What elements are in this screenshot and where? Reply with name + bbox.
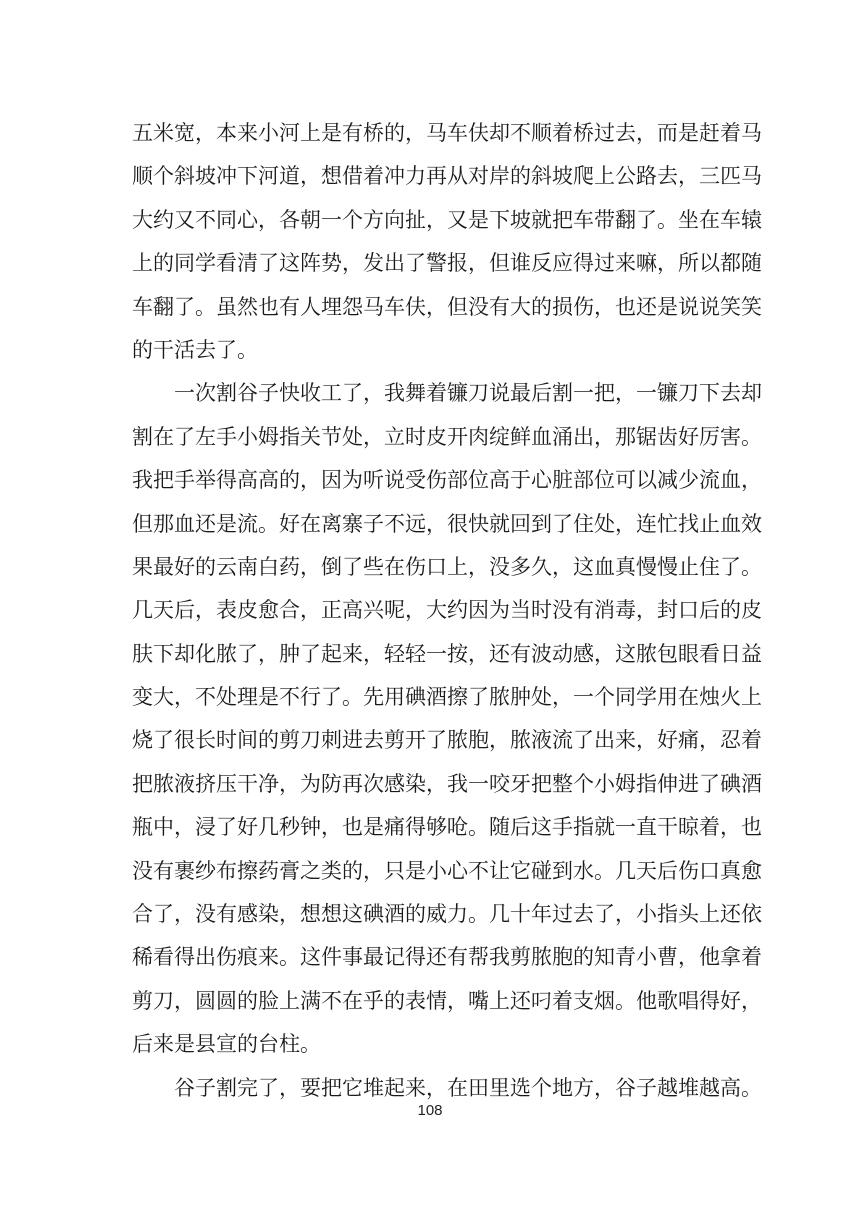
paragraph-start-line: 一次割谷子快收工了，我舞着镰刀说最后割一把，一镰刀下去却 (174, 381, 762, 406)
text-line: 瓶中，浸了好几秒钟，也是痛得够呛。随后这手指就一直干晾着，也 (132, 815, 762, 840)
text-line: 果最好的云南白药，倒了些在伤口上，没多久，这血真慢慢止住了。 (132, 554, 762, 579)
text-line: 我把手举得高高的，因为听说受伤部位高于心脏部位可以减少流血， (132, 468, 762, 493)
text-line: 剪刀，圆圆的脸上满不在乎的表情，嘴上还叼着支烟。他歌唱得好， (132, 988, 762, 1013)
text-line: 五米宽，本来小河上是有桥的，马车伕却不顺着桥过去，而是赶着马 (132, 121, 762, 145)
text-line: 合了，没有感染，想想这碘酒的威力。几十年过去了，小指头上还依 (132, 902, 762, 927)
text-line: 车翻了。虽然也有人埋怨马车伕，但没有大的损伤，也还是说说笑笑 (132, 294, 762, 319)
body-text (132, 112, 762, 1110)
text-line: 大约又不同心，各朝一个方向扯，又是下坡就把车带翻了。坐在车辕 (132, 207, 762, 232)
text-line: 变大，不处理是不行了。先用碘酒擦了脓肿处，一个同学用在烛火上 (132, 685, 762, 710)
text-line: 割在了左手小姆指关节处，立时皮开肉绽鲜血涌出，那锯齿好厉害。 (132, 424, 762, 449)
text-line: 但那血还是流。好在离寨子不远，很快就回到了住处，连忙找止血效 (132, 511, 762, 536)
text-line: 顺个斜坡冲下河道，想借着冲力再从对岸的斜坡爬上公路去，三匹马 (132, 164, 762, 189)
text-line: 肤下却化脓了，肿了起来，轻轻一按，还有波动感，这脓包眼看日益 (132, 641, 762, 666)
text-line: 稀看得出伤痕来。这件事最记得还有帮我剪脓胞的知青小曹，他拿着 (132, 945, 762, 970)
text-line: 的干活去了。 (132, 337, 258, 362)
paragraph-start-line: 谷子割完了，要把它堆起来，在田里选个地方，谷子越堆越高。 (174, 1075, 762, 1100)
text-line: 烧了很长时间的剪刀刺进去剪开了脓胞，脓液流了出来，好痛，忍着 (132, 728, 762, 753)
text-line: 后来是县宣的台柱。 (132, 1032, 321, 1057)
page-number: 108 (417, 1102, 443, 1119)
text-line: 几天后，表皮愈合，正高兴呢，大约因为当时没有消毒，封口后的皮 (132, 598, 762, 623)
text-line: 上的同学看清了这阵势，发出了警报，但谁反应得过来嘛，所以都随 (132, 251, 762, 276)
text-line: 把脓液挤压干净，为防再次感染，我一咬牙把整个小姆指伸进了碘酒 (132, 771, 762, 796)
text-line: 没有裹纱布擦药膏之类的，只是小心不让它碰到水。几天后伤口真愈 (132, 858, 762, 883)
